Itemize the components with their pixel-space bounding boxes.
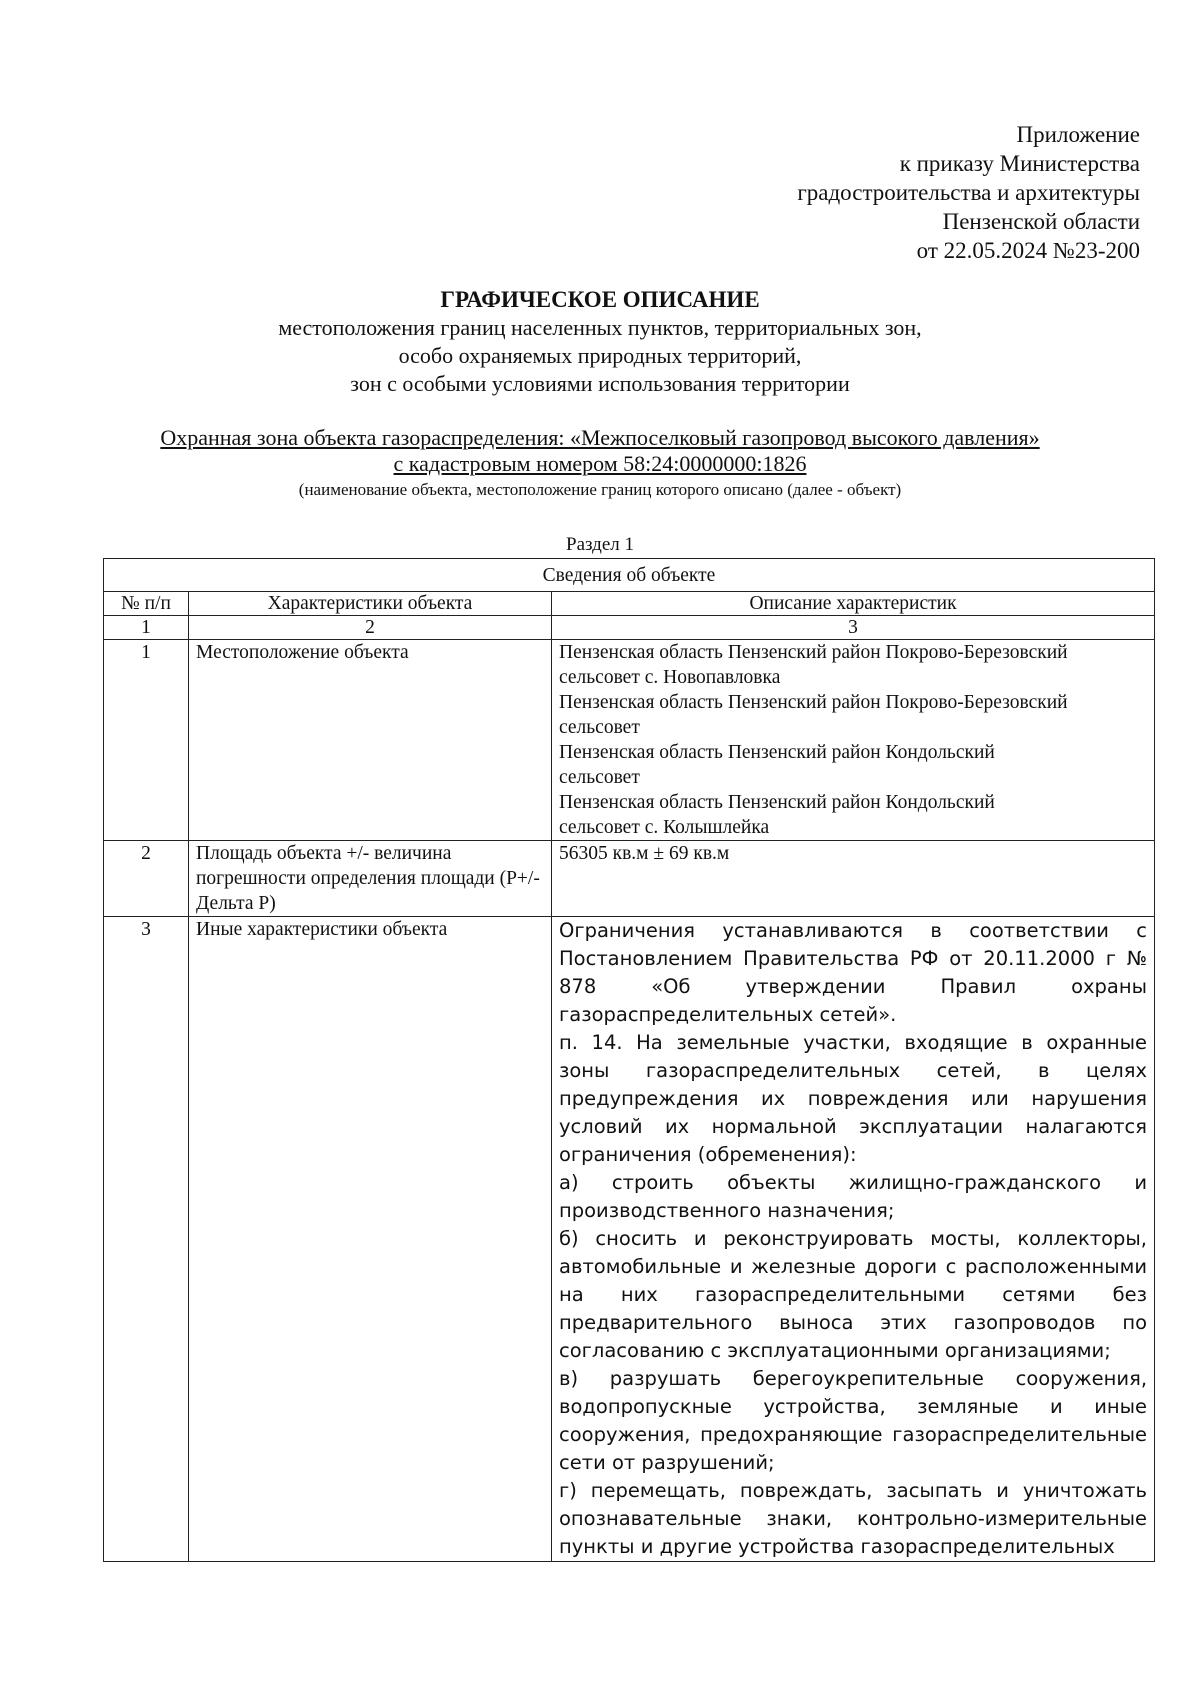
row-number: 2 (104, 841, 189, 917)
title-subline: зон с особыми условиями использования территории (350, 371, 850, 396)
object-name-block (100, 425, 1100, 501)
restriction-paragraph: в) разрушать берегоукрепительные сооружения, водопропускные устройства, земляные и иные сооружения, предохраняющие газораспределительные сети от разрушений; (559, 1367, 1148, 1474)
row-number: 3 (104, 917, 189, 1562)
restriction-paragraph: Ограничения устанавливаются в соответствии с Постановлением Правительства РФ от 20.11.2000 г № 878 «Об утверждении Правил охраны газораспределительных сетей». (559, 919, 1148, 1026)
table-header-row (104, 592, 1155, 616)
location-line: Пензенская область Пензенский район Покрово-Березовский (559, 692, 1068, 713)
row-characteristic: Площадь объекта +/- величина погрешности определения площади (Р+/- Дельта Р) (189, 841, 552, 917)
row-location-description (552, 640, 1155, 841)
location-line: Пензенская область Пензенский район Покрово-Березовский (559, 642, 1068, 663)
location-line: Пензенская область Пензенский район Кондольский (559, 742, 995, 763)
location-line: Пензенская область Пензенский район Кондольский (559, 792, 995, 813)
appendix-line: к приказу Министерства (899, 151, 1140, 176)
object-info-table (103, 558, 1155, 1562)
restriction-paragraph: г) перемещать, повреждать, засыпать и уничтожать опознавательные знаки, контрольно-измерительные пункты и другие устройства газораспределительных (559, 1479, 1148, 1558)
location-line: сельсовет с. Новопавловка (559, 667, 781, 688)
row-area-value: 56305 кв.м ± 69 кв.м (552, 841, 1155, 917)
row-number: 1 (104, 640, 189, 841)
column-header: Описание характеристик (552, 592, 1155, 616)
location-line: сельсовет (559, 767, 640, 788)
column-header: № п/п (104, 592, 189, 616)
appendix-line: градостроительства и архитектуры (797, 180, 1140, 205)
restriction-paragraph: п. 14. На земельные участки, входящие в охранные зоны газораспределительных сетей, в целях предупреждения их повреждения или нарушения условий их нормальной эксплуатации налагаются ограничения (обременения): (559, 1031, 1148, 1166)
appendix-header (797, 120, 1140, 265)
title-subline: особо охраняемых природных территорий, (398, 343, 802, 368)
location-line: сельсовет (559, 717, 640, 738)
object-cadastral-line: с кадастровым номером 58:24:0000000:1826 (393, 451, 807, 476)
column-number: 1 (104, 616, 189, 640)
section-label: Раздел 1 (566, 534, 634, 555)
table-row (104, 841, 1155, 917)
document-title-block (100, 285, 1100, 398)
document-title: ГРАФИЧЕСКОЕ ОПИСАНИЕ (440, 287, 760, 312)
appendix-line: Приложение (1016, 122, 1140, 147)
table-row (104, 640, 1155, 841)
row-characteristic: Местоположение объекта (189, 640, 552, 841)
table-title-row (104, 559, 1155, 592)
table-column-numbers-row (104, 616, 1155, 640)
table-row (104, 917, 1155, 1562)
title-subline: местоположения границ населенных пунктов, территориальных зон, (278, 315, 922, 340)
appendix-date-line: от 22.05.2024 №23-200 (916, 238, 1140, 263)
row-characteristic: Иные характеристики объекта (189, 917, 552, 1562)
object-name-line: Охранная зона объекта газораспределения: «Межпоселковый газопровод высокого давления» (160, 425, 1040, 450)
object-note: (наименование объекта, местоположение границ которого описано (далее - объект) (298, 480, 902, 499)
column-number: 3 (552, 616, 1155, 640)
restriction-paragraph: б) сносить и реконструировать мосты, коллекторы, автомобильные и железные дороги с расположенными на них газораспределительными сетями без предварительного выноса этих газопроводов по согласованию с эксплуатационными организациями; (559, 1227, 1148, 1362)
appendix-line: Пензенской области (942, 209, 1140, 234)
column-number: 2 (189, 616, 552, 640)
column-header: Характеристики объекта (189, 592, 552, 616)
restriction-paragraph: а) строить объекты жилищно-гражданского и производственного назначения; (559, 1171, 1148, 1222)
table-title: Сведения об объекте (104, 559, 1155, 592)
row-restrictions-description (552, 917, 1155, 1562)
location-line: сельсовет с. Колышлейка (559, 817, 770, 838)
